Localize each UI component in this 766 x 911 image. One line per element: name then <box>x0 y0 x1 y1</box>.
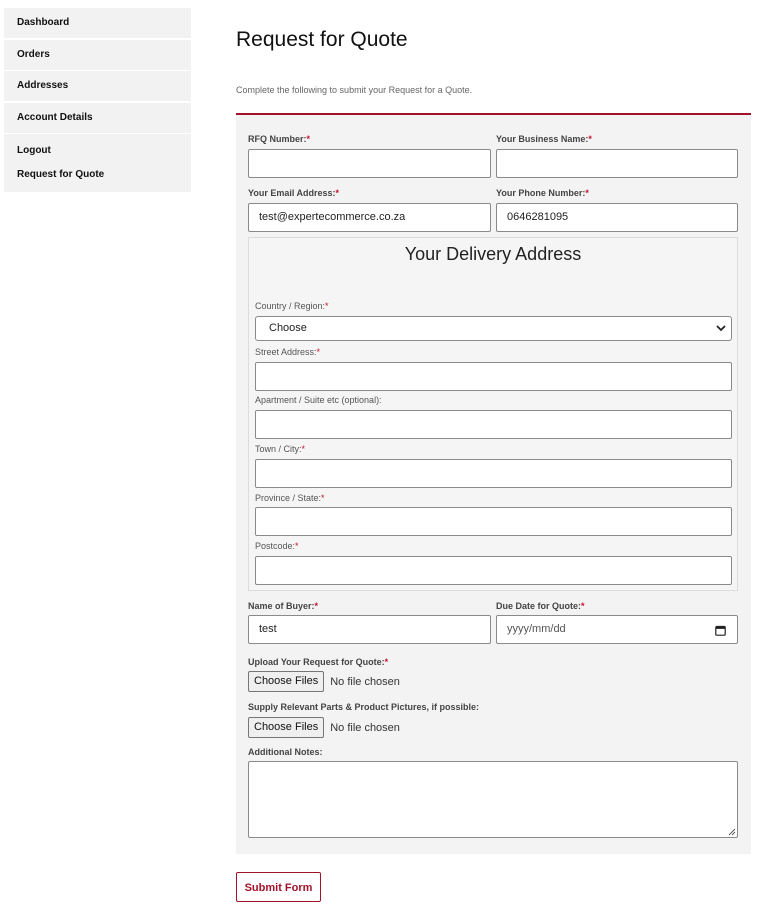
sidebar-item-logout[interactable]: Logout <box>4 134 191 162</box>
apartment-label: Apartment / Suite etc (optional): <box>255 395 382 405</box>
province-input[interactable] <box>255 507 732 536</box>
due-date-label: Due Date for Quote:* <box>496 601 585 611</box>
apartment-input[interactable] <box>255 410 732 439</box>
sidebar-item-request-for-quote[interactable]: Request for Quote <box>4 162 191 192</box>
page-intro: Complete the following to submit your Request for a Quote. <box>236 85 473 95</box>
upload-parts-field <box>248 717 400 738</box>
sidebar-item-dashboard[interactable]: Dashboard <box>4 8 191 38</box>
phone-input[interactable]: 0646281095 <box>496 203 738 232</box>
upload-rfq-status: No file chosen <box>330 675 400 688</box>
upload-rfq-button[interactable]: Choose Files <box>248 671 324 692</box>
sidebar-item-orders[interactable]: Orders <box>4 40 191 70</box>
buyer-label: Name of Buyer:* <box>248 601 319 611</box>
phone-label: Your Phone Number:* <box>496 188 589 198</box>
postcode-input[interactable] <box>255 556 732 585</box>
delivery-address-section <box>248 237 738 591</box>
province-label: Province / State:* <box>255 493 325 503</box>
rfq-form <box>236 113 751 854</box>
buyer-input[interactable]: test <box>248 615 491 644</box>
town-label: Town / City:* <box>255 444 306 454</box>
street-label: Street Address:* <box>255 347 321 357</box>
upload-parts-status: No file chosen <box>330 721 400 734</box>
delivery-address-title: Your Delivery Address <box>404 244 582 264</box>
notes-label: Additional Notes: <box>248 747 323 757</box>
upload-parts-label: Supply Relevant Parts & Product Pictures, if possible: <box>248 702 480 712</box>
street-input[interactable] <box>255 362 732 391</box>
business-name-input[interactable] <box>496 149 738 178</box>
calendar-icon[interactable] <box>715 625 726 636</box>
page-title: Request for Quote <box>236 28 408 51</box>
rfq-number-input[interactable] <box>248 149 491 178</box>
submit-form-button[interactable]: Submit Form <box>236 872 321 902</box>
email-input[interactable]: test@expertecommerce.co.za <box>248 203 491 232</box>
town-input[interactable] <box>255 459 732 488</box>
country-label: Country / Region:* <box>255 301 329 311</box>
account-sidebar <box>4 8 191 192</box>
due-date-placeholder: yyyy/mm/dd <box>507 623 566 635</box>
sidebar-item-account-details[interactable]: Account Details <box>4 103 191 133</box>
chevron-down-icon <box>715 322 727 334</box>
upload-rfq-field <box>248 671 400 692</box>
due-date-input[interactable] <box>496 615 738 644</box>
country-select[interactable] <box>255 316 732 341</box>
upload-rfq-label: Upload Your Request for Quote:* <box>248 657 389 667</box>
email-label: Your Email Address:* <box>248 188 340 198</box>
sidebar-item-addresses[interactable]: Addresses <box>4 71 191 101</box>
upload-parts-button[interactable]: Choose Files <box>248 717 324 738</box>
business-name-label: Your Business Name:* <box>496 134 592 144</box>
notes-textarea[interactable] <box>248 761 738 838</box>
country-selected-value: Choose <box>269 322 307 334</box>
postcode-label: Postcode:* <box>255 541 299 551</box>
rfq-number-label: RFQ Number:* <box>248 134 311 144</box>
resize-handle-icon[interactable] <box>728 828 736 836</box>
